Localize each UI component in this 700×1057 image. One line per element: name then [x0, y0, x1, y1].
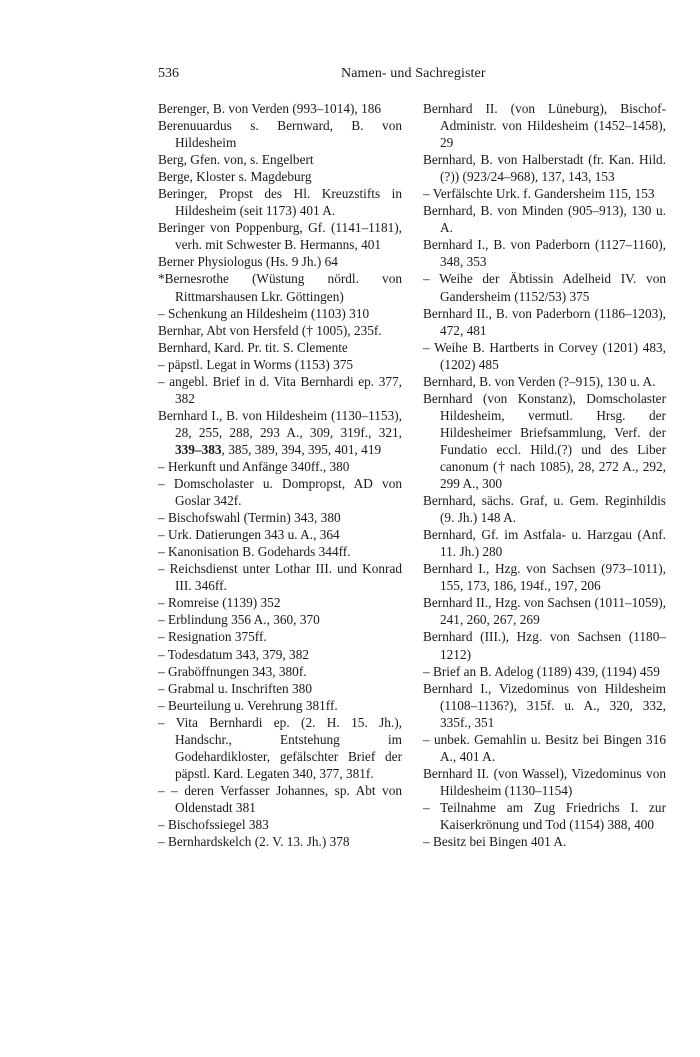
index-entry: – Weihe B. Hartberts in Corvey (1201) 483, (1202) 485 [423, 339, 666, 372]
index-entry: – Besitz bei Bingen 401 A. [423, 834, 567, 850]
index-entry: – Verfälschte Urk. f. Gandersheim 115, 153 [423, 186, 655, 202]
index-entry: – Herkunft und Anfänge 340ff., 380 [158, 458, 350, 474]
index-entry: – Graböffnungen 343, 380f. [158, 663, 307, 679]
page-number: 536 [158, 66, 179, 81]
index-entry: Berg, Gfen. von, s. Engelbert [158, 152, 314, 168]
index-entry: Bernhard (von Konstanz), Domscholaster Hildesheim, vermutl. Hrsg. der Hildesheimer Briefsammlung, Verf. der Fundatio eccl. Hild.(?) und des Liber canonum († nach 1085), 28, 272 A., 292, 299 A., 300 [423, 390, 666, 492]
index-entry: – Weihe der Äbtissin Adelheid IV. von Gandersheim (1152/53) 375 [423, 271, 666, 304]
index-entry: Beringer von Poppenburg, Gf. (1141–1181), verh. mit Schwester B. Hermanns, 401 [158, 220, 402, 253]
index-entry: Bernhard II., B. von Paderborn (1186–1203), 472, 481 [423, 305, 666, 338]
index-entry: – Bischofssiegel 383 [158, 816, 269, 832]
index-entry: – Brief an B. Adelog (1189) 439, (1194) 459 [423, 663, 660, 679]
index-entry: – Urk. Datierungen 343 u. A., 364 [158, 527, 340, 543]
index-entry: Bernhard, B. von Minden (905–913), 130 u. A. [423, 203, 666, 236]
index-entry: – Domscholaster u. Dompropst, AD von Goslar 342f. [158, 476, 402, 509]
index-entry: – Bernhardskelch (2. V. 13. Jh.) 378 [158, 834, 350, 850]
index-entry: Bernhard, B. von Halberstadt (fr. Kan. Hild.(?)) (923/24–968), 137, 143, 153 [423, 152, 666, 185]
index-column-right [423, 100, 666, 850]
index-entry: – Todesdatum 343, 379, 382 [158, 646, 309, 662]
index-entry: – päpstl. Legat in Worms (1153) 375 [158, 356, 354, 372]
index-entry: Bernhard II. (von Wassel), Vizedominus von Hildesheim (1130–1154) [423, 765, 666, 798]
index-entry: Berenger, B. von Verden (993–1014), 186 [158, 101, 382, 116]
index-entry: Bernhard (III.), Hzg. von Sachsen (1180–1212) [423, 629, 666, 662]
index-entry: – Kanonisation B. Godehards 344ff. [158, 544, 351, 560]
index-column-left [158, 100, 402, 850]
index-entry: Bernhard, B. von Verden (?–915), 130 u. A. [423, 373, 656, 389]
index-entry: Beringer, Propst des Hl. Kreuzstifts in Hildesheim (seit 1173) 401 A. [158, 186, 402, 219]
index-entry: Bernhard II. (von Lüneburg), Bischof-Administr. von Hildesheim (1452–1458), 29 [423, 101, 666, 151]
bold-page-range: 339–383 [175, 441, 222, 457]
index-entry: – angebl. Brief in d. Vita Bernhardi ep. 377, 382 [158, 373, 402, 406]
index-entry: – Beurteilung u. Verehrung 381ff. [158, 697, 338, 713]
index-entry: – unbek. Gemahlin u. Besitz bei Bingen 316 A., 401 A. [423, 731, 666, 764]
index-entry: Bernhard I., B. von Hildesheim (1130–1153), 28, 255, 288, 293 A., 309, 319f., 321, 339–383, 385, 389, 394, 395, 401, 419 [158, 407, 402, 457]
index-entry: Bernhard, sächs. Graf, u. Gem. Reginhildis (9. Jh.) 148 A. [423, 493, 666, 526]
index-entry: Bernhard I., B. von Paderborn (1127–1160), 348, 353 [423, 237, 666, 270]
index-entry: Bernhar, Abt von Hersfeld († 1005), 235f. [158, 322, 382, 338]
index-entry: *Bernesrothe (Wüstung nördl. von Rittmarshausen Lkr. Göttingen) [158, 271, 402, 304]
index-entry: – Bischofswahl (Termin) 343, 380 [158, 510, 341, 526]
index-entry: – Reichsdienst unter Lothar III. und Konrad III. 346ff. [158, 561, 402, 594]
index-entry: – Schenkung an Hildesheim (1103) 310 [158, 305, 370, 321]
page-header [158, 66, 658, 86]
index-entry: Bernhard, Gf. im Astfala- u. Harzgau (Anf. 11. Jh.) 280 [423, 527, 666, 560]
index-entry: Bernhard, Kard. Pr. tit. S. Clemente [158, 339, 348, 355]
index-entry: Bernhard I., Hzg. von Sachsen (973–1011), 155, 173, 186, 194f., 197, 206 [423, 561, 666, 594]
index-entry: – Grabmal u. Inschriften 380 [158, 680, 312, 696]
index-entry: Berge, Kloster s. Magdeburg [158, 169, 312, 185]
index-entry: – Teilnahme am Zug Friedrichs I. zur Kaiserkrönung und Tod (1154) 388, 400 [423, 799, 666, 832]
index-entry: Berenuuardus s. Bernward, B. von Hildesheim [158, 118, 402, 151]
index-entry: Bernhard II., Hzg. von Sachsen (1011–1059), 241, 260, 267, 269 [423, 595, 666, 628]
running-head: Namen- und Sachregister [341, 66, 486, 81]
index-entry: – Vita Bernhardi ep. (2. H. 15. Jh.), Handschr., Entstehung im Godehardikloster, gefälschter Brief der päpstl. Kard. Legaten 340, 377, 381f. [158, 714, 402, 781]
index-entry: Berner Physiologus (Hs. 9 Jh.) 64 [158, 254, 338, 270]
index-entry: Bernhard I., Vizedominus von Hildesheim (1108–1136?), 315f. u. A., 320, 332, 335f., 351 [423, 680, 666, 730]
index-entry: – Romreise (1139) 352 [158, 595, 281, 611]
index-entry: – – deren Verfasser Johannes, sp. Abt von Oldenstadt 381 [158, 782, 402, 815]
index-entry: – Resignation 375ff. [158, 629, 267, 645]
index-entry: – Erblindung 356 A., 360, 370 [158, 612, 320, 628]
